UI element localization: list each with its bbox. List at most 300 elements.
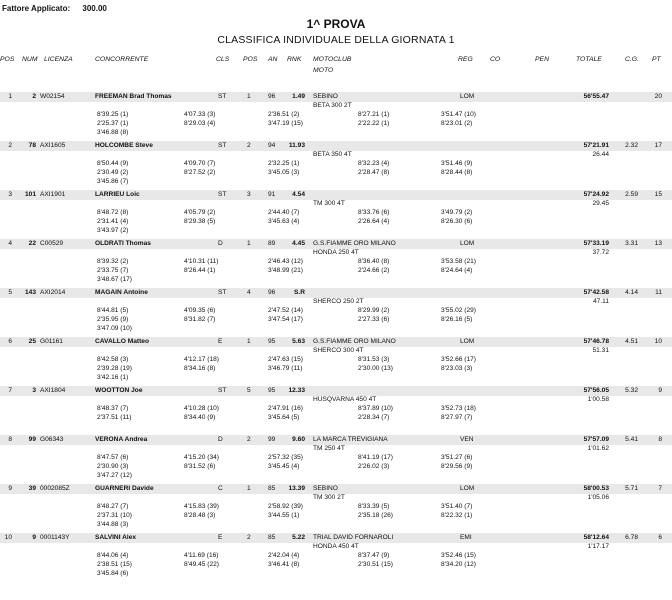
cell-num: 3 xyxy=(32,387,36,394)
lap-time: 3'52.66 (17) xyxy=(441,356,476,363)
lap-time: 8'34.16 (8) xyxy=(184,365,216,372)
lap-time: 8'44.81 (5) xyxy=(97,307,129,314)
lap-time: 8'37.47 (9) xyxy=(358,552,390,559)
lap-time: 2'31.41 (4) xyxy=(97,218,129,225)
lap-time: 8'50.44 (9) xyxy=(97,160,129,167)
cell-pt: 8 xyxy=(658,436,662,443)
lap-time: 2'39.28 (19) xyxy=(97,365,132,372)
cell-pt: 20 xyxy=(654,93,662,100)
col-rnk: RNK xyxy=(287,56,302,63)
lap-time: 2'35.95 (9) xyxy=(97,316,129,323)
lap-times-line xyxy=(0,227,672,236)
lap-time: 2'22.22 (1) xyxy=(358,120,390,127)
cell-pos: 1 xyxy=(8,93,12,100)
lap-time: 2'37.31 (10) xyxy=(97,512,132,519)
cell-cls: ST xyxy=(218,93,227,100)
lap-time: 2'58.92 (39) xyxy=(268,503,303,510)
moto-line xyxy=(0,543,672,552)
col-motoclub: MOTOCLUB xyxy=(313,56,352,63)
cell-num: 25 xyxy=(28,338,36,345)
lap-time: 8'31.82 (7) xyxy=(184,316,216,323)
cell-num: 99 xyxy=(28,436,36,443)
lap-time: 8'33.76 (6) xyxy=(358,209,390,216)
cell-moto: SHERCO 300 4T xyxy=(313,347,364,354)
col-cg: C.G. xyxy=(625,56,639,63)
lap-time: 8'24.64 (4) xyxy=(441,267,473,274)
cell-cg: 5.32 xyxy=(625,387,638,394)
col-cls: CLS xyxy=(216,56,230,63)
lap-times-line xyxy=(0,414,672,423)
lap-time: 3'53.58 (21) xyxy=(441,258,476,265)
lap-time: 4'07.33 (3) xyxy=(184,111,216,118)
col-an: AN xyxy=(268,56,278,63)
lap-time: 8'48.27 (7) xyxy=(97,503,129,510)
table-row xyxy=(0,288,672,298)
lap-time: 8'39.25 (1) xyxy=(97,111,129,118)
cell-licenza: AXI1901 xyxy=(40,191,66,198)
lap-times-line xyxy=(0,423,672,432)
lap-time: 4'09.70 (7) xyxy=(184,160,216,167)
cell-cls: E xyxy=(218,338,223,345)
cell-totale: 58'12.64 xyxy=(583,534,609,541)
table-row xyxy=(0,435,672,445)
lap-times-line xyxy=(0,218,672,227)
cell-rnk: 5.22 xyxy=(292,534,305,541)
lap-time: 2'32.25 (1) xyxy=(268,160,300,167)
lap-time: 2'33.75 (7) xyxy=(97,267,129,274)
cell-num: 143 xyxy=(24,289,36,296)
cell-rnk: 4.54 xyxy=(292,191,305,198)
lap-times-line xyxy=(0,552,672,561)
cell-pt: 13 xyxy=(654,240,662,247)
col-co: CO xyxy=(490,56,501,63)
lap-times-line xyxy=(0,463,672,472)
lap-time: 8'27.21 (1) xyxy=(358,111,390,118)
lap-time: 8'42.58 (3) xyxy=(97,356,129,363)
cell-pos: 3 xyxy=(8,191,12,198)
lap-time: 2'38.51 (15) xyxy=(97,561,132,568)
cell-rnk: 1.49 xyxy=(292,93,305,100)
cell-pt: 10 xyxy=(654,338,662,345)
table-row xyxy=(0,141,672,151)
lap-time: 8'44.06 (4) xyxy=(97,552,129,559)
rider-block xyxy=(0,288,672,337)
cell-concorrente: SALVINI Alex xyxy=(95,534,137,541)
cell-concorrente: OLDRATI Thomas xyxy=(95,240,151,247)
table-row xyxy=(0,239,672,249)
cell-motoclub: SEBINO xyxy=(313,93,338,100)
lap-time: 8'33.39 (5) xyxy=(358,503,390,510)
cell-motoclub: SEBINO xyxy=(313,485,338,492)
lap-time: 8'29.03 (4) xyxy=(184,120,216,127)
lap-times-line xyxy=(0,365,672,374)
cell-cg: 5.41 xyxy=(625,436,638,443)
lap-time: 2'42.04 (4) xyxy=(268,552,300,559)
cell-pos2: 1 xyxy=(247,240,251,247)
lap-time: 8'31.52 (6) xyxy=(184,463,216,470)
lap-time: 3'52.46 (15) xyxy=(441,552,476,559)
cell-concorrente: GUARNERI Davide xyxy=(95,485,154,492)
lap-time: 8'28.48 (3) xyxy=(184,512,216,519)
lap-time: 3'46.79 (11) xyxy=(268,365,303,372)
lap-time: 3'47.27 (12) xyxy=(97,472,132,479)
lap-time: 3'45.05 (3) xyxy=(268,169,300,176)
lap-time: 2'27.33 (6) xyxy=(358,316,390,323)
lap-time: 2'46.43 (12) xyxy=(268,258,303,265)
lap-times-line xyxy=(0,356,672,365)
lap-time: 4'10.31 (11) xyxy=(184,258,219,265)
cell-reg: LOM xyxy=(460,485,475,492)
cell-licenza: W02154 xyxy=(40,93,65,100)
lap-times-line xyxy=(0,258,672,267)
lap-time: 4'12.17 (18) xyxy=(184,356,219,363)
lap-time: 8'47.57 (6) xyxy=(97,454,129,461)
table-row xyxy=(0,484,672,494)
rider-block xyxy=(0,386,672,435)
table-row xyxy=(0,92,672,102)
lap-time: 4'10.28 (10) xyxy=(184,405,219,412)
col-pen: PEN xyxy=(535,56,549,63)
cell-cg: 2.32 xyxy=(625,142,638,149)
cell-pos2: 4 xyxy=(247,289,251,296)
col-reg: REG xyxy=(458,56,473,63)
cell-totale: 57'21.91 xyxy=(583,142,609,149)
cell-pt: 6 xyxy=(658,534,662,541)
cell-concorrente: WOOTTON Joe xyxy=(95,387,143,394)
lap-times-line xyxy=(0,454,672,463)
cell-an: 96 xyxy=(268,289,276,296)
cell-an: 85 xyxy=(268,534,276,541)
cell-moto: TM 300 2T xyxy=(313,494,345,501)
lap-time: 2'28.34 (7) xyxy=(358,414,390,421)
cell-moto: BETA 350 4T xyxy=(313,151,352,158)
cell-an: 96 xyxy=(268,93,276,100)
lap-time: 2'25.37 (1) xyxy=(97,120,129,127)
cell-cls: ST xyxy=(218,387,227,394)
lap-time: 2'47.52 (14) xyxy=(268,307,303,314)
cell-rnk: 4.45 xyxy=(292,240,305,247)
cell-cg: 4.14 xyxy=(625,289,638,296)
cell-motoclub: G.S.FIAMME ORO MILANO xyxy=(313,338,396,345)
lap-times-line xyxy=(0,169,672,178)
cell-pos: 10 xyxy=(4,534,12,541)
lap-time: 2'35.18 (26) xyxy=(358,512,393,519)
cell-licenza: 0002085Z xyxy=(40,485,70,492)
cell-rnk: S.R xyxy=(294,289,305,296)
cell-pt: 17 xyxy=(654,142,662,149)
lap-time: 2'37.51 (11) xyxy=(97,414,132,421)
lap-time: 3'51.46 (9) xyxy=(441,160,473,167)
lap-time: 3'51.27 (6) xyxy=(441,454,473,461)
cell-moto: TM 250 4T xyxy=(313,445,345,452)
cell-gap: 1'00.58 xyxy=(587,396,609,403)
cell-cg: 2.59 xyxy=(625,191,638,198)
cell-licenza: G06343 xyxy=(40,436,64,443)
rider-block xyxy=(0,239,672,288)
lap-times-line xyxy=(0,472,672,481)
lap-time: 3'55.02 (29) xyxy=(441,307,476,314)
cell-cls: ST xyxy=(218,191,227,198)
lap-times-line xyxy=(0,561,672,570)
moto-line xyxy=(0,249,672,258)
cell-totale: 58'00.53 xyxy=(583,485,609,492)
lap-time: 8'36.40 (8) xyxy=(358,258,390,265)
lap-times-line xyxy=(0,276,672,285)
cell-cg: 3.31 xyxy=(625,240,638,247)
lap-time: 4'15.20 (34) xyxy=(184,454,219,461)
lap-times-line xyxy=(0,267,672,276)
col-moto: MOTO xyxy=(313,67,334,74)
fattore-label: Fattore Applicato: xyxy=(2,4,71,13)
cell-pos: 5 xyxy=(8,289,12,296)
fattore-applicato xyxy=(2,4,107,13)
cell-an: 89 xyxy=(268,240,276,247)
lap-time: 2'26.02 (3) xyxy=(358,463,390,470)
lap-time: 3'51.47 (10) xyxy=(441,111,476,118)
lap-times-line xyxy=(0,111,672,120)
col-pos: POS xyxy=(0,56,15,63)
cell-gap: 37.72 xyxy=(592,249,609,256)
moto-line xyxy=(0,396,672,405)
lap-time: 3'42.16 (1) xyxy=(97,374,129,381)
lap-time: 2'30.49 (2) xyxy=(97,169,129,176)
lap-time: 3'51.40 (7) xyxy=(441,503,473,510)
lap-times-line xyxy=(0,405,672,414)
lap-time: 3'45.64 (5) xyxy=(268,414,300,421)
cell-motoclub: LA MARCA TREVIGIANA xyxy=(313,436,388,443)
fattore-value: 300.00 xyxy=(82,4,107,13)
cell-pos: 4 xyxy=(8,240,12,247)
lap-time: 2'57.32 (35) xyxy=(268,454,303,461)
table-row xyxy=(0,190,672,200)
rider-block xyxy=(0,92,672,141)
cell-totale: 57'56.05 xyxy=(583,387,609,394)
lap-time: 2'30.90 (3) xyxy=(97,463,129,470)
lap-time: 8'28.44 (8) xyxy=(441,169,473,176)
col-totale: TOTALE xyxy=(576,56,602,63)
cell-num: 78 xyxy=(28,142,36,149)
cell-pt: 15 xyxy=(654,191,662,198)
lap-time: 8'37.89 (10) xyxy=(358,405,393,412)
col-pt: PT xyxy=(652,56,661,63)
lap-time: 2'26.64 (4) xyxy=(358,218,390,225)
cell-motoclub: G.S.FIAMME ORO MILANO xyxy=(313,240,396,247)
lap-time: 3'48.99 (21) xyxy=(268,267,303,274)
lap-time: 8'23.01 (2) xyxy=(441,120,473,127)
cell-pos2: 1 xyxy=(247,485,251,492)
lap-time: 2'28.47 (8) xyxy=(358,169,390,176)
rider-block xyxy=(0,484,672,533)
lap-time: 8'29.56 (9) xyxy=(441,463,473,470)
lap-time: 3'49.79 (2) xyxy=(441,209,473,216)
lap-time: 8'34.20 (12) xyxy=(441,561,476,568)
cell-pt: 9 xyxy=(658,387,662,394)
cell-an: 95 xyxy=(268,387,276,394)
cell-rnk: 11.93 xyxy=(288,142,305,149)
cell-concorrente: MAGAIN Antoine xyxy=(95,289,148,296)
lap-time: 3'52.73 (18) xyxy=(441,405,476,412)
lap-time: 3'45.45 (4) xyxy=(268,463,300,470)
cell-concorrente: CAVALLO Matteo xyxy=(95,338,149,345)
lap-times-line xyxy=(0,570,672,579)
cell-licenza: 0001143Y xyxy=(40,534,70,541)
cell-pos2: 2 xyxy=(247,436,251,443)
cell-num: 22 xyxy=(28,240,36,247)
cell-gap: 51.31 xyxy=(592,347,609,354)
page-title: 1^ PROVA xyxy=(306,17,366,31)
cell-motoclub: TRIAL DAVID FORNAROLI xyxy=(313,534,394,541)
cell-reg: EMI xyxy=(460,534,472,541)
cell-pt: 11 xyxy=(655,289,662,296)
lap-times-line xyxy=(0,129,672,138)
cell-pt: 7 xyxy=(658,485,662,492)
table-row xyxy=(0,337,672,347)
col-concorrente: CONCORRENTE xyxy=(95,56,149,63)
cell-pos2: 1 xyxy=(247,93,251,100)
lap-time: 3'45.63 (4) xyxy=(268,218,300,225)
cell-licenza: AXI2014 xyxy=(40,289,66,296)
lap-time: 3'44.88 (3) xyxy=(97,521,129,528)
cell-cls: E xyxy=(218,534,223,541)
lap-time: 8'39.32 (2) xyxy=(97,258,129,265)
cell-pos: 7 xyxy=(8,387,12,394)
rider-block xyxy=(0,141,672,190)
cell-cg: 4.51 xyxy=(625,338,638,345)
cell-moto: TM 300 4T xyxy=(313,200,345,207)
cell-gap: 1'17.17 xyxy=(587,543,609,550)
lap-times-line xyxy=(0,307,672,316)
lap-time: 2'24.66 (2) xyxy=(358,267,390,274)
cell-licenza: AXI1804 xyxy=(40,387,66,394)
cell-cls: ST xyxy=(218,289,227,296)
column-header xyxy=(0,56,672,80)
cell-reg: LOM xyxy=(460,240,475,247)
cell-num: 39 xyxy=(28,485,36,492)
cell-gap: 26.44 xyxy=(592,151,609,158)
lap-time: 4'11.69 (16) xyxy=(184,552,219,559)
cell-an: 85 xyxy=(268,485,276,492)
col-pos2: POS xyxy=(243,56,258,63)
cell-moto: HONDA 450 4T xyxy=(313,543,359,550)
cell-num: 101 xyxy=(24,191,36,198)
lap-times-line xyxy=(0,325,672,334)
lap-time: 3'47.54 (17) xyxy=(268,316,303,323)
lap-times-line xyxy=(0,160,672,169)
lap-time: 8'29.99 (2) xyxy=(358,307,390,314)
cell-pos2: 3 xyxy=(247,191,251,198)
table-row xyxy=(0,386,672,396)
cell-pos2: 2 xyxy=(247,142,251,149)
lap-time: 8'41.19 (17) xyxy=(358,454,393,461)
cell-licenza: C00529 xyxy=(40,240,64,247)
cell-pos: 2 xyxy=(8,142,12,149)
cell-pos: 8 xyxy=(8,436,12,443)
moto-line xyxy=(0,347,672,356)
cell-concorrente: VERONA Andrea xyxy=(95,436,148,443)
lap-times-line xyxy=(0,521,672,530)
cell-moto: HONDA 250 4T xyxy=(313,249,359,256)
col-licenza: LICENZA xyxy=(44,56,73,63)
cell-reg: LOM xyxy=(460,93,475,100)
moto-line xyxy=(0,200,672,209)
lap-times-line xyxy=(0,374,672,383)
table-row xyxy=(0,533,672,543)
cell-num: 2 xyxy=(32,93,36,100)
lap-time: 2'47.91 (16) xyxy=(268,405,303,412)
lap-time: 8'22.32 (1) xyxy=(441,512,473,519)
rider-block xyxy=(0,533,672,582)
lap-time: 8'23.03 (3) xyxy=(441,365,473,372)
lap-time: 8'49.45 (22) xyxy=(184,561,219,568)
cell-rnk: 13.39 xyxy=(288,485,305,492)
lap-time: 8'27.97 (7) xyxy=(441,414,473,421)
cell-pos: 6 xyxy=(8,338,12,345)
cell-cls: ST xyxy=(218,142,227,149)
cell-totale: 57'42.58 xyxy=(583,289,609,296)
cell-gap: 47.11 xyxy=(592,298,609,305)
lap-time: 3'46.41 (8) xyxy=(268,561,300,568)
lap-time: 3'46.88 (8) xyxy=(97,129,129,136)
cell-reg: LOM xyxy=(460,338,475,345)
cell-licenza: G01161 xyxy=(40,338,63,345)
cell-pos2: 2 xyxy=(247,534,251,541)
rider-block xyxy=(0,190,672,239)
cell-cg: 6.78 xyxy=(625,534,638,541)
cell-totale: 57'24.92 xyxy=(583,191,609,198)
lap-time: 8'29.38 (5) xyxy=(184,218,216,225)
lap-time: 8'26.44 (1) xyxy=(184,267,216,274)
lap-time: 8'34.40 (9) xyxy=(184,414,216,421)
lap-time: 8'31.53 (3) xyxy=(358,356,390,363)
cell-moto: SHERCO 250 2T xyxy=(313,298,364,305)
cell-rnk: 5.63 xyxy=(292,338,305,345)
moto-line xyxy=(0,298,672,307)
cell-an: 94 xyxy=(268,142,276,149)
cell-totale: 57'46.78 xyxy=(583,338,609,345)
rider-block xyxy=(0,337,672,386)
lap-time: 3'45.84 (6) xyxy=(97,570,129,577)
lap-times-line xyxy=(0,316,672,325)
page-subtitle: CLASSIFICA INDIVIDUALE DELLA GIORNATA 1 xyxy=(217,34,455,46)
cell-concorrente: HOLCOMBE Steve xyxy=(95,142,153,149)
lap-times-line xyxy=(0,178,672,187)
cell-moto: BETA 300 2T xyxy=(313,102,352,109)
cell-rnk: 9.60 xyxy=(292,436,305,443)
cell-concorrente: FREEMAN Brad Thomas xyxy=(95,93,172,100)
lap-time: 4'09.35 (6) xyxy=(184,307,216,314)
lap-time: 3'43.97 (2) xyxy=(97,227,129,234)
cell-num: 9 xyxy=(32,534,36,541)
lap-time: 8'32.23 (4) xyxy=(358,160,390,167)
moto-line xyxy=(0,151,672,160)
lap-time: 8'26.30 (6) xyxy=(441,218,473,225)
lap-time: 3'48.67 (17) xyxy=(97,276,132,283)
cell-totale: 57'57.09 xyxy=(583,436,609,443)
lap-times-line xyxy=(0,503,672,512)
cell-totale: 56'55.47 xyxy=(583,93,609,100)
lap-times-line xyxy=(0,512,672,521)
lap-time: 3'45.86 (7) xyxy=(97,178,129,185)
cell-pos: 9 xyxy=(8,485,12,492)
moto-line xyxy=(0,445,672,454)
cell-gap: 1'01.62 xyxy=(587,445,609,452)
cell-an: 91 xyxy=(268,191,276,198)
cell-gap: 29.45 xyxy=(592,200,609,207)
moto-line xyxy=(0,102,672,111)
cell-totale: 57'33.19 xyxy=(583,240,609,247)
cell-concorrente: LARRIEU Loic xyxy=(95,191,140,198)
lap-times-line xyxy=(0,120,672,129)
